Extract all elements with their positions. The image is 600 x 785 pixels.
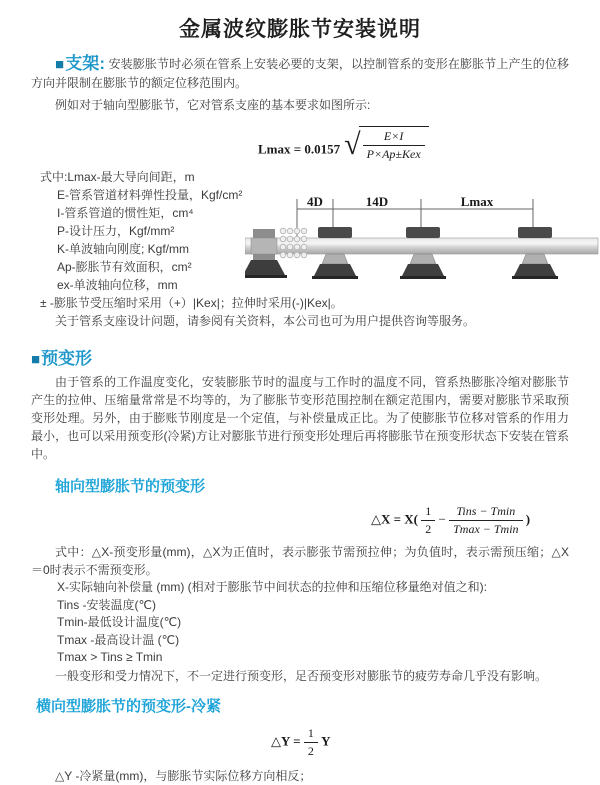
half-denominator: 2 [307, 743, 314, 758]
lateral-note: △Y -冷紧量(mm)，与膨胀节实际位移方向相反； [55, 768, 312, 783]
axial-predeform-formula [31, 504, 569, 537]
half-denominator: 2 [425, 522, 432, 536]
guide-spacing-formula [31, 126, 569, 162]
definition-item: K-单波轴向刚度; Kgf/mm [57, 242, 190, 256]
section-square-marker: ■ [55, 56, 65, 73]
formula3-rhs: Y [321, 732, 331, 748]
support-intro-paragraph [31, 55, 569, 92]
lateral-subheading: 横向型膨胀节的预变形-冷紧 [36, 697, 221, 715]
definition-item: ex-单波轴向位移，mm [57, 278, 178, 292]
definition-item: P-设计压力，Kgf/mm² [57, 224, 175, 238]
axial-item: Tmin-最低设计温度(℃) [57, 615, 182, 629]
predeform-paragraph: 由于管系的工作温度变化，安装膨胀节时的温度与工作时的温度不同，管系热膨胀冷缩对膨胀节产生的拉伸、压缩量常常是不均等的，为了膨胀节变形范围控制在额定范围内，需要对膨胀节采取预变形处理。另外，由于膨账节刚度是一个定值，与补偿量成正比。为了使膨胀节位移对管系的作用力最小，也可以采用预变形(冷紧)方让对膨胀节进行预变形处理后再将膨胀节在预变形状态下安装在管系中。 [31, 375, 569, 461]
half-numerator: 1 [421, 504, 435, 521]
support-heading-label: 支架: [65, 54, 106, 73]
formula2-temp-fraction [449, 504, 522, 537]
lateral-coldpull-formula [31, 726, 569, 759]
axial-item: X-实际轴向补偿量 (mm) (相对于膨胀节中间状态的拉伸和压缩位移量绝对值之和): [57, 580, 487, 594]
dim-label-lmax: Lmax [460, 196, 494, 209]
formula2-lhs: △X = X( [371, 511, 419, 527]
formula1-lhs: Lmax = 0.0157 [258, 141, 341, 157]
formula2-operator: − [438, 511, 446, 527]
formula1-denominator: P×Ap±Kex [366, 147, 421, 161]
axial-item: Tmax -最高设计温 (℃) [57, 632, 180, 647]
axial-subheading: 轴向型膨胀节的预变形 [55, 478, 206, 495]
definition-item: I-管系管道的惯性矩，cm⁴ [57, 206, 194, 220]
axial-remark: 一般变形和受力情况下，不一定进行预变形，足否预变形对膨胀节的疲劳寿命几乎没有影响。 [55, 668, 548, 683]
formula3-half-fraction [304, 726, 318, 759]
support-intro-text: 安装膨胀节时必须在管系上安装必要的支架，以控制管系的变形在膨胀节上产生的位移方向并限制在膨胀节的额定位移范围内。 [31, 57, 569, 90]
temp-denominator: Tmax − Tmin [453, 522, 519, 536]
formula2-half-fraction [421, 504, 435, 537]
definition-item: Ap-膨胀节有效面积，cm² [57, 260, 192, 274]
half-numerator: 1 [304, 726, 318, 743]
formula1-numerator: E×I [363, 129, 425, 146]
support-example-line: 例如对于轴向型膨胀节，它对管系支座的基本要求如图所示: [55, 98, 371, 112]
formula2-rhs: ) [525, 511, 531, 527]
dim-label-14d: 14D [365, 196, 389, 209]
pipe-support-diagram [245, 196, 600, 296]
axial-item: Tins -安装温度(℃) [57, 597, 157, 612]
section-square-marker: ■ [31, 351, 41, 368]
axial-item: Tmax > Tins ≥ Tmin [57, 650, 163, 664]
support-section-heading [55, 54, 105, 73]
predeform-section-heading [31, 344, 569, 369]
definition-item: E-管系管道材料弹性投量，Kgf/cm² [57, 188, 243, 202]
formula3-lhs: △Y = [271, 732, 301, 748]
axial-note: 式中：△X-预变形量(mm)，△X为正值时，表示膨张节需预拉伸；为负值时，表示需预压缩；△X＝0时表示不需预变形。 [31, 545, 569, 577]
definitions-and-diagram [31, 168, 569, 294]
predeform-heading-label: 预变形 [41, 349, 93, 368]
dim-label-4d: 4D [307, 196, 323, 209]
plus-minus-note: ± -膨胀节受压缩时采用（+）|Kex|；拉伸时采用(-)|Kex|。 [40, 296, 343, 310]
temp-numerator: Tins − Tmin [449, 504, 522, 521]
formula1-sqrt [344, 126, 428, 162]
consult-note: 关于管系支座设计问题，请参阅有关资料，本公司也可为用户提供咨询等服务。 [55, 314, 476, 328]
sqrt-sign: √ [344, 127, 361, 161]
page-title: 金属波纹膨胀节安装说明 [179, 18, 421, 41]
where-line: 式中:Lmax-最大导向间距，m [40, 170, 195, 184]
